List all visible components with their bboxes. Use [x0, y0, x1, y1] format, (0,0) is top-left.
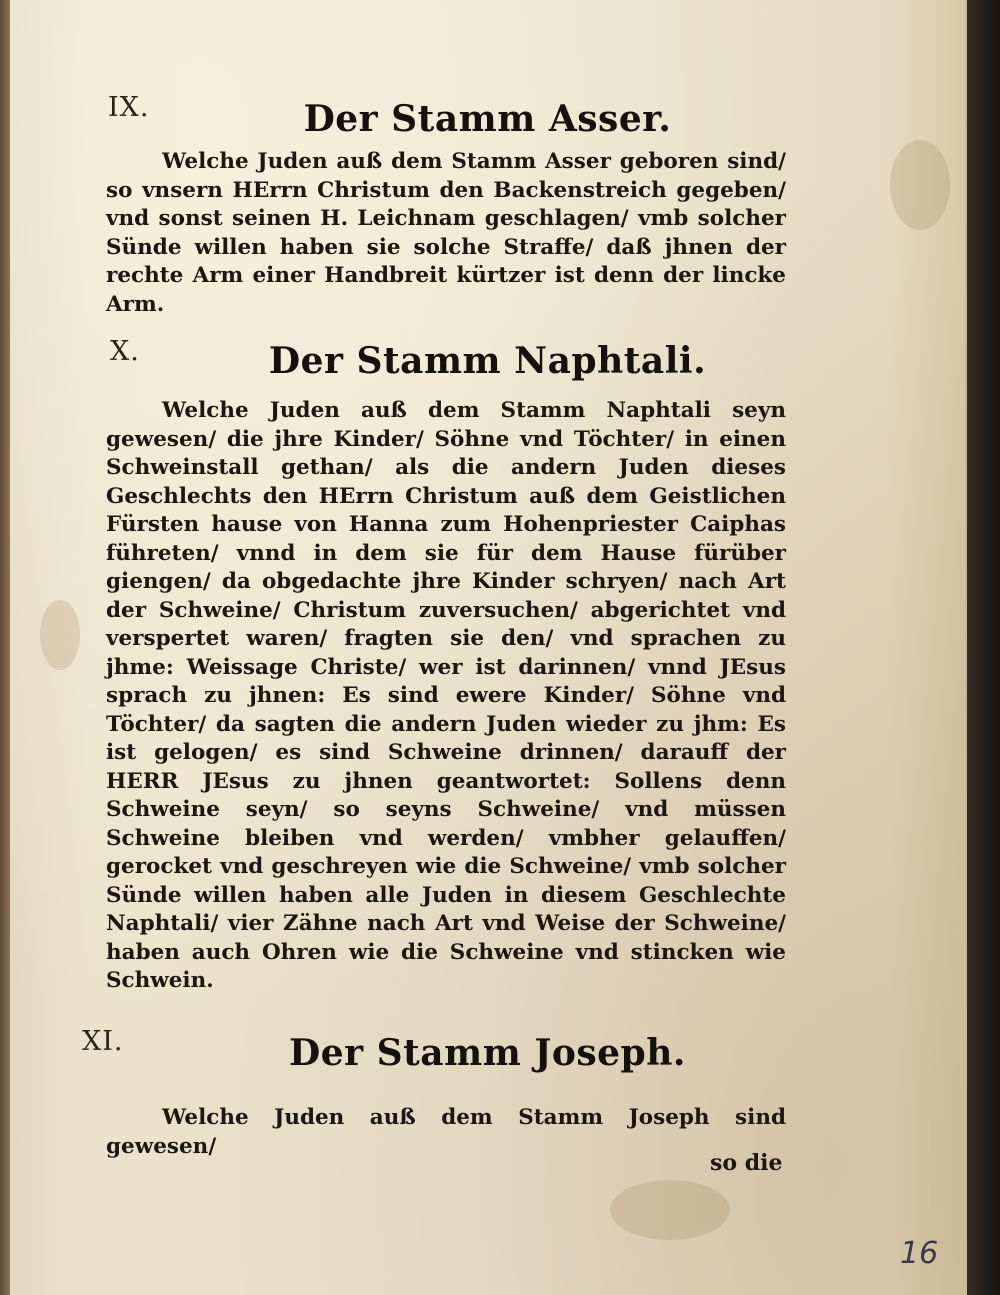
section-number: X.	[110, 336, 140, 367]
section-number: XI.	[82, 1026, 124, 1057]
catchword: so die	[710, 1150, 783, 1176]
section-paragraph: Welche Juden auß dem Stamm Naphtali seyn gewesen/ die jhre Kinder/ Söhne vnd Töchter/ in einen Schweinstall gethan/ als die andern Juden dieses Geschlechts den HErrn Christum auß dem Geistlichen Fürsten hause von Hanna zum Hohenpriester Caiphas führeten/ vnnd in dem sie für dem Hause fürüber giengen/ da obgedachte jhre Kinder schryen/ nach Art der Schweine/ Christum zuversuchen/ abgerichtet vnd verspertet waren/ fragten sie den/ vnd sprachen zu jhme: Weissage Christe/ wer ist darinnen/ vnnd JEsus sprach zu jhnen: Es sind ewere Kinder/ Söhne vnd Töchter/ da sagten die andern Juden wieder zu jhm: Es ist gelogen/ es sind Schweine drinnen/ darauff der HERR JEsus zu jhnen geantwortet: Sollens denn Schweine seyn/ so seyns Schweine/ vnd müssen Schweine bleiben vnd werden/ vmbher gelauffen/ gerocket vnd geschreyen wie die Schweine/ vmb solcher Sünde willen haben alle Juden in diesem Geschlechte Naphtali/ vier Zähne nach Art vnd Weise der Schweine/ haben auch Ohren wie die Schweine vnd stincken wie Schwein.	[106, 398, 786, 993]
foxing-stain	[610, 1180, 730, 1240]
book-page	[10, 0, 967, 1295]
section-paragraph: Welche Juden auß dem Stamm Asser geboren sind/ so vnsern HErrn Christum den Backenstreich gegeben/ vnd sonst seinen H. Leichnam geschlagen/ vmb solcher Sünde willen haben sie solche Straffe/ daß jhnen der rechte Arm einer Handbreit kürtzer ist denn der lincke Arm.	[106, 149, 786, 317]
foxing-stain	[40, 600, 80, 670]
page-edge	[962, 0, 1000, 1295]
section-heading: Der Stamm Joseph.	[289, 1032, 686, 1074]
section-heading: Der Stamm Asser.	[303, 98, 672, 140]
folio-number: 16	[900, 1236, 939, 1271]
section-paragraph: Welche Juden auß dem Stamm Joseph sind gewesen/	[106, 1105, 786, 1159]
foxing-stain	[890, 140, 950, 230]
section-heading: Der Stamm Naphtali.	[268, 340, 707, 382]
section-number: IX.	[108, 92, 150, 123]
